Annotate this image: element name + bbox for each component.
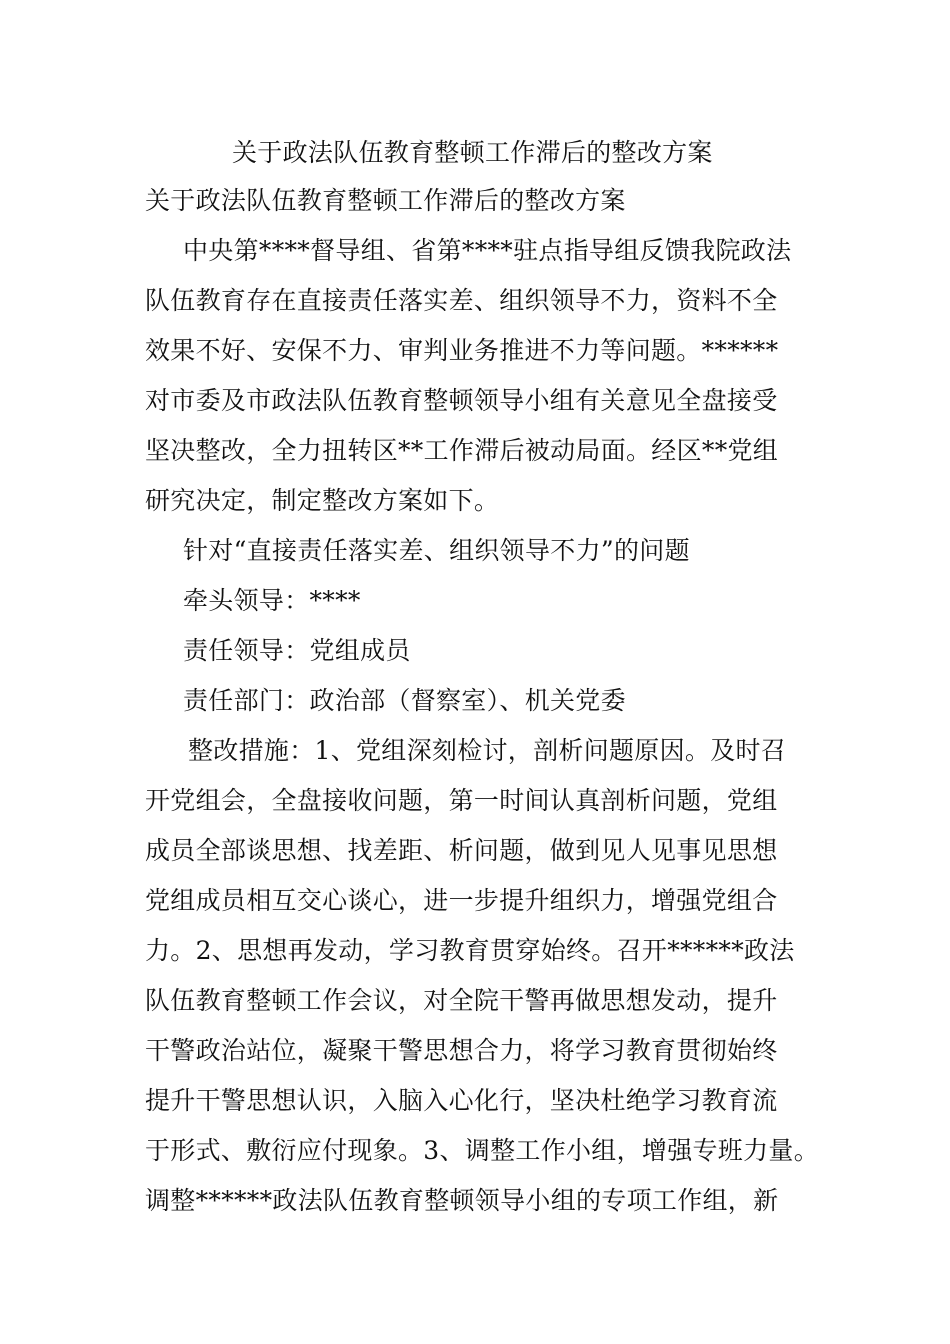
paragraph-line: 调整******政法队伍教育整顿领导小组的专项工作组，新: [145, 1186, 779, 1215]
responsible-leader-line: 责任领导：党组成员: [183, 636, 411, 665]
paragraph-line: 力。2、思想再发动，学习教育贯穿始终。召开******政法: [145, 936, 795, 965]
paragraph-line: 开党组会，全盘接收问题，第一时间认真剖析问题，党组: [145, 786, 778, 815]
responsible-department-line: 责任部门：政治部（督察室）、机关党委: [183, 686, 626, 715]
document-subtitle: 关于政法队伍教育整顿工作滞后的整改方案: [145, 186, 626, 215]
paragraph-line: 干警政治站位，凝聚干警思想合力，将学习教育贯彻始终: [145, 1036, 778, 1065]
paragraph-line: 于形式、敷衍应付现象。3、调整工作小组，增强专班力量。: [145, 1136, 820, 1165]
paragraph-line: 对市委及市政法队伍教育整顿领导小组有关意见全盘接受: [145, 386, 778, 415]
paragraph-line: 队伍教育整顿工作会议，对全院干警再做思想发动，提升: [145, 986, 778, 1015]
paragraph-line: 研究决定，制定整改方案如下。: [145, 486, 500, 515]
paragraph-line: 队伍教育存在直接责任落实差、组织领导不力，资料不全: [145, 286, 778, 315]
paragraph-line: 中央第****督导组、省第****驻点指导组反馈我院政法: [183, 236, 792, 265]
paragraph-line: 提升干警思想认识，入脑入心化行，坚决杜绝学习教育流: [145, 1086, 778, 1115]
section-heading: 针对“直接责任落实差、组织领导不力”的问题: [183, 536, 690, 565]
paragraph-line: 党组成员相互交心谈心，进一步提升组织力，增强党组合: [145, 886, 778, 915]
paragraph-line: 坚决整改，全力扭转区**工作滞后被动局面。经区**党组: [145, 436, 779, 465]
document-title: 关于政法队伍教育整顿工作滞后的整改方案: [232, 138, 713, 167]
paragraph-line: 成员全部谈思想、找差距、析问题，做到见人见事见思想: [145, 836, 778, 865]
lead-leader-line: 牵头领导：****: [183, 586, 361, 615]
paragraph-line: 整改措施：1、党组深刻检讨，剖析问题原因。及时召: [188, 736, 787, 765]
paragraph-line: 效果不好、安保不力、审判业务推进不力等问题。******: [145, 336, 779, 365]
